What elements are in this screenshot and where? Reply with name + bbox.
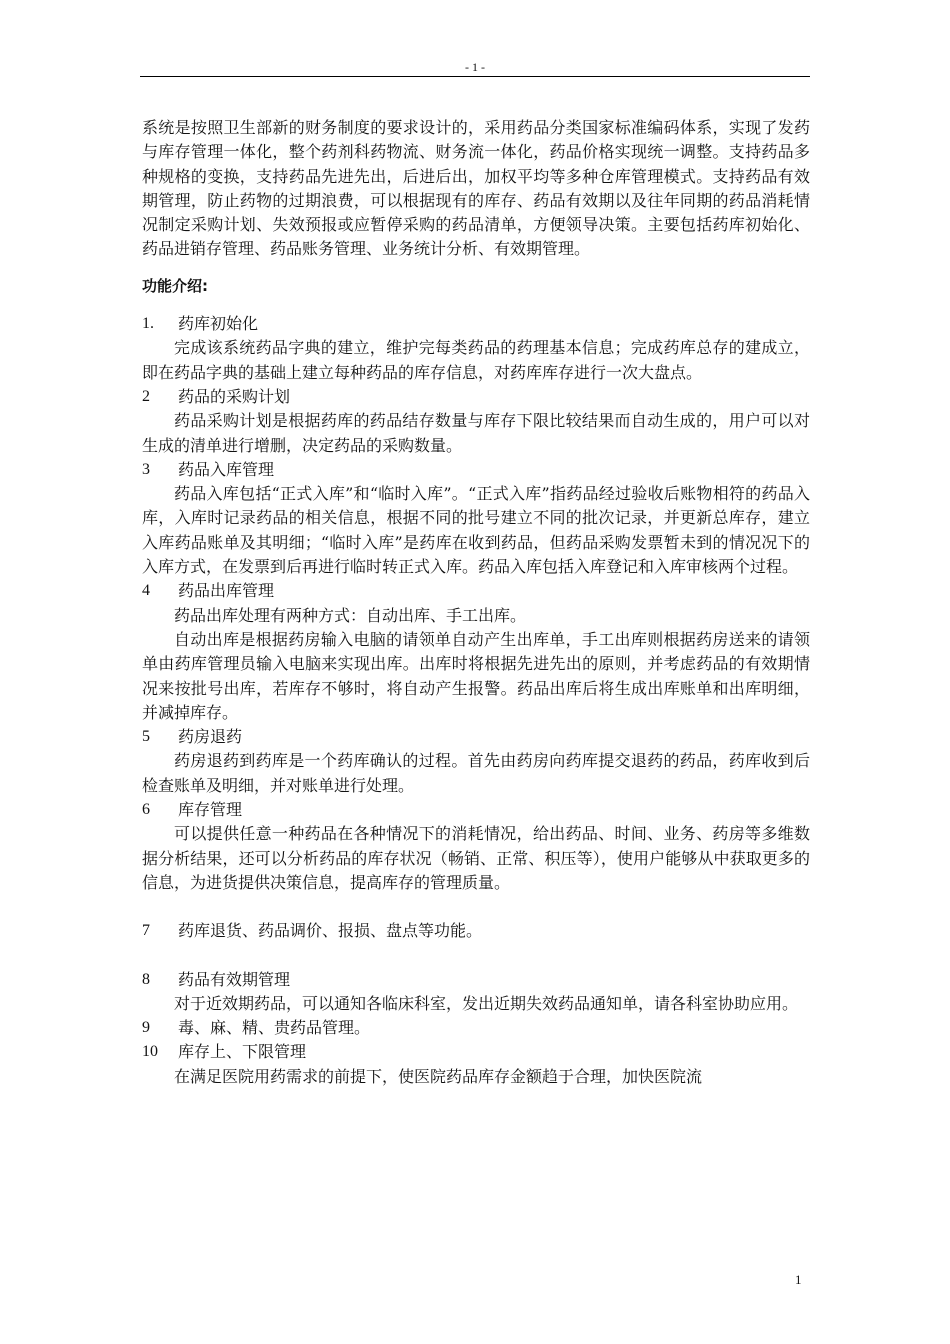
list-item-title: 库存上、下限管理	[178, 1042, 307, 1062]
list-item-heading	[142, 458, 810, 482]
list-item-number: 10	[142, 1043, 158, 1061]
intro-paragraph: 系统是按照卫生部新的财务制度的要求设计的，采用药品分类国家标准编码体系，实现了发药与库存管理一体化，整个药剂科药物流、财务流一体化，药品价格实现统一调整。支持药品多种规格的变换，支持药品先进先出，后进后出，加权平均等多种仓库管理模式。支持药品有效期管理，防止药物的过期浪费，可以根据现有的库存、药品有效期以及往年同期的药品消耗情况制定采购计划、失效预报或应暂停采购的药品清单，方便领导决策。主要包括药库初始化、药品进销存管理、药品账务管理、业务统计分析、有效期管理。	[142, 118, 810, 259]
list-item-heading	[142, 725, 810, 749]
list-item-number: 5	[142, 728, 150, 746]
list-item-body: 对于近效期药品，可以通知各临床科室，发出近期失效药品通知单，请各科室协助应用。	[174, 993, 799, 1013]
list-item-number: 8	[142, 970, 150, 988]
list-item-title: 药品出库管理	[178, 581, 275, 601]
list-item-body: 在满足医院用药需求的前提下，使医院药品库存金额趋于合理，加快医院流	[174, 1066, 703, 1086]
list-item-number: 2	[142, 387, 150, 405]
list-item-heading	[142, 968, 810, 992]
document-content	[142, 116, 810, 1089]
list-item-body: 药品入库包括“正式入库”和“临时入库”。“正式入库”指药品经过验收后账物相符的药品入库，入库时记录药品的相关信息，根据不同的批号建立不同的批次记录，并更新总库存，建立入库药品账单及其明细；“临时入库”是药库在收到药品，但药品采购发票暂未到的情况况下的入库方式，在发票到后再进行临时转正式入库。药品入库包括入库登记和入库审核两个过程。	[142, 484, 810, 577]
list-item-heading	[142, 919, 810, 943]
list-item-title: 药品入库管理	[178, 459, 275, 479]
list-item-heading	[142, 312, 810, 336]
blank-line	[142, 944, 810, 968]
list-item-body: 完成该系统药品字典的建立，维护完每类药品的药理基本信息；完成药库总存的建成立，即在药品字典的基础上建立每种药品的库存信息，对药库库存进行一次大盘点。	[142, 338, 810, 382]
list-item-heading	[142, 579, 810, 603]
list-item-title: 毒、麻、精、贵药品管理。	[178, 1018, 371, 1038]
list-item-number: 9	[142, 1019, 150, 1037]
list-item-body: 药品采购计划是根据药库的药品结存数量与库存下限比较结果而自动生成的，用户可以对生成的清单进行增删，决定药品的采购数量。	[142, 411, 810, 455]
list-item-title: 药房退药	[178, 727, 243, 747]
list-item-body: 可以提供任意一种药品在各种情况下的消耗情况，给出药品、时间、业务、药房等多维数据分析结果，还可以分析药品的库存状况（畅销、正常、积压等），使用户能够从中获取更多的信息，为进货提供决策信息，提高库存的管理质量。	[142, 824, 810, 892]
page-number: 1	[795, 1272, 802, 1287]
blank-line	[142, 895, 810, 919]
page-header-number: - 1 -	[465, 60, 485, 74]
list-item-title: 药库初始化	[178, 314, 259, 334]
list-item-number: 1.	[142, 315, 154, 333]
list-item-title: 药品的采购计划	[178, 386, 291, 406]
list-item-heading	[142, 385, 810, 409]
header-rule	[140, 76, 810, 77]
list-item-heading	[142, 1040, 810, 1064]
items-list	[142, 312, 810, 1089]
list-item-body: 药房退药到药库是一个药库确认的过程。首先由药房向药库提交退药的药品，药库收到后检查账单及明细，并对账单进行处理。	[142, 751, 810, 795]
list-item-body: 自动出库是根据药房输入电脑的请领单自动产生出库单，手工出库则根据药房送来的请领单由药库管理员输入电脑来实现出库。出库时将根据先进先出的原则，并考虑药品的有效期情况来按批号出库，若库存不够时，将自动产生报警。药品出库后将生成出库账单和出库明细，并减掉库存。	[142, 629, 810, 722]
list-item-number: 4	[142, 582, 150, 600]
list-item-title: 药库退货、药品调价、报损、盘点等功能。	[178, 921, 483, 941]
section-title: 功能介绍:	[142, 276, 208, 295]
list-item-heading	[142, 798, 810, 822]
list-item-body: 药品出库处理有两种方式：自动出库、手工出库。	[174, 605, 527, 625]
list-item-heading	[142, 1016, 810, 1040]
list-item-title: 库存管理	[178, 800, 243, 820]
list-item-number: 6	[142, 801, 150, 819]
list-item-title: 药品有效期管理	[178, 969, 291, 989]
list-item-number: 3	[142, 460, 150, 478]
list-item-number: 7	[142, 922, 150, 940]
